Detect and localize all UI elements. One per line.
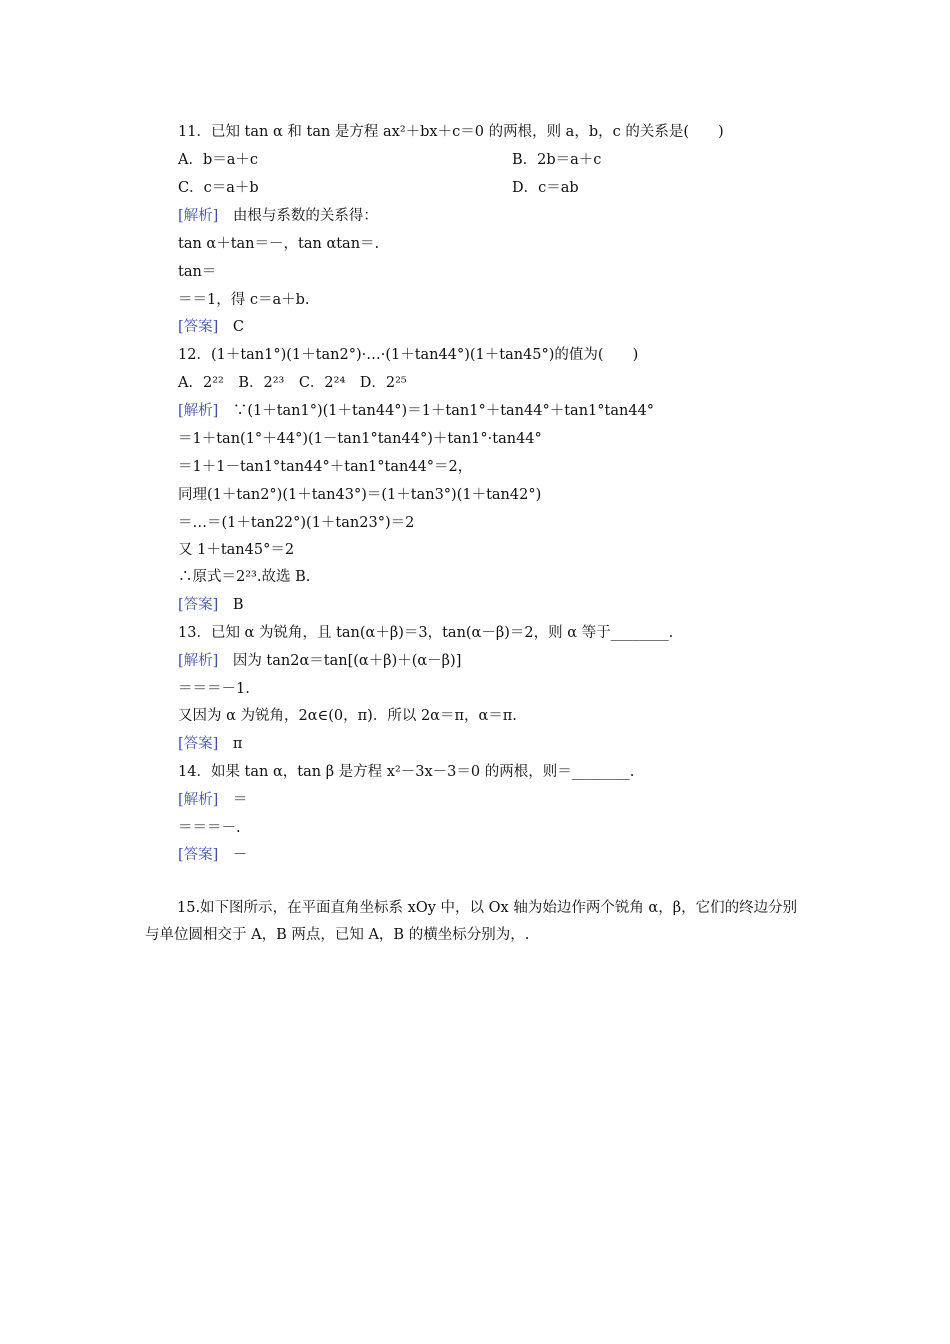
q12-line-4: ＝…＝(1＋tan22°)(1＋tan23°)＝2 xyxy=(178,515,415,531)
q12-analysis xyxy=(178,401,654,421)
analysis-text: 因为 tan2α＝tan[(α＋β)＋(α－β)] xyxy=(218,653,462,669)
q12-options: A．2²² B．2²³ C．2²⁴ D．2²⁵ xyxy=(178,375,407,391)
q15-paragraph xyxy=(145,895,810,949)
q12-line-6: ∴原式＝2²³.故选 B. xyxy=(178,569,311,585)
q14-answer xyxy=(178,845,247,865)
q11-analysis xyxy=(178,206,378,226)
q14-line-1: ＝＝＝－. xyxy=(178,820,241,836)
q12-line-5: 又 1＋tan45°＝2 xyxy=(178,542,295,558)
q12-answer xyxy=(178,595,243,615)
q13-stem: 13．已知 α 为锐角，且 tan(α＋β)＝3，tan(α－β)＝2，则 α 等于________. xyxy=(178,625,674,641)
answer-tag: [答案] xyxy=(178,319,219,335)
q11-option-d: D．c＝ab xyxy=(512,180,579,196)
answer-tag: [答案] xyxy=(178,847,219,863)
answer-text: － xyxy=(218,847,248,863)
q12-stem: 12．(1＋tan1°)(1＋tan2°)·…·(1＋tan44°)(1＋tan45°)的值为( ) xyxy=(178,347,639,363)
q13-answer xyxy=(178,734,242,754)
q11-option-b: B．2b＝a＋c xyxy=(512,152,602,168)
analysis-text: ∵(1＋tan1°)(1＋tan44°)＝1＋tan1°＋tan44°＋tan1°tan44° xyxy=(218,403,655,419)
q11-line-1: tan α＋tan＝－，tan αtan＝. xyxy=(178,236,380,252)
analysis-text: 由根与系数的关系得： xyxy=(218,208,378,224)
answer-tag: [答案] xyxy=(178,597,219,613)
q13-line-2: 又因为 α 为锐角，2α∈(0，π)．所以 2α＝π，α＝π. xyxy=(178,708,517,724)
q11-option-c: C．c＝a＋b xyxy=(178,180,259,196)
analysis-tag: [解析] xyxy=(178,403,219,419)
q14-analysis xyxy=(178,790,247,810)
q11-line-3: ＝＝1，得 c＝a＋b. xyxy=(178,292,310,308)
q11-line-2: tan＝ xyxy=(178,264,217,280)
q12-line-3: 同理(1＋tan2°)(1＋tan43°)＝(1＋tan3°)(1＋tan42°) xyxy=(178,487,542,503)
answer-tag: [答案] xyxy=(178,736,219,752)
q12-line-2: ＝1＋1－tan1°tan44°＋tan1°tan44°＝2， xyxy=(178,459,473,475)
q13-analysis xyxy=(178,651,461,671)
answer-text: π xyxy=(218,736,243,752)
analysis-tag: [解析] xyxy=(178,653,219,669)
analysis-tag: [解析] xyxy=(178,208,219,224)
q11-answer xyxy=(178,317,244,337)
q12-line-1: ＝1＋tan(1°＋44°)(1－tan1°tan44°)＋tan1°·tan44° xyxy=(178,431,542,447)
q13-line-1: ＝＝＝－1. xyxy=(178,681,250,697)
q11-option-a: A．b＝a＋c xyxy=(178,152,259,168)
answer-text: C xyxy=(218,319,244,335)
answer-text: B xyxy=(218,597,244,613)
analysis-tag: [解析] xyxy=(178,792,219,808)
q15-text: 15.如下图所示，在平面直角坐标系 xOy 中，以 Ox 轴为始边作两个锐角 α，β，它们的终边分别与单位圆相交于 A，B 两点，已知 A，B 的横坐标分别为，. xyxy=(145,900,798,943)
q14-stem: 14．如果 tan α，tan β 是方程 x²－3x－3＝0 的两根，则＝________. xyxy=(178,764,635,780)
q11-stem: 11．已知 tan α 和 tan 是方程 ax²＋bx＋c＝0 的两根，则 a，b，c 的关系是( ) xyxy=(178,124,724,140)
analysis-text: ＝ xyxy=(218,792,248,808)
